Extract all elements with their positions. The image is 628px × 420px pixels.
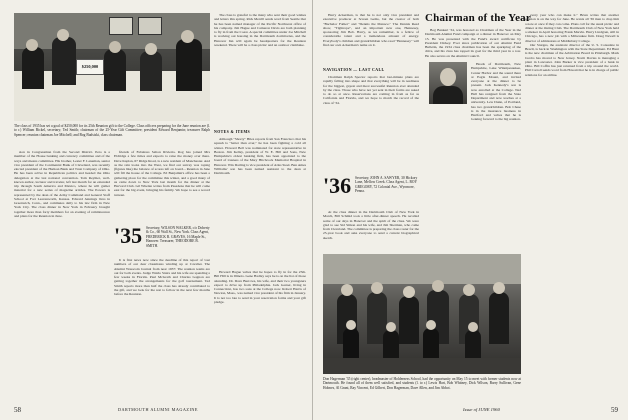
- class-numeral: '35: [114, 223, 143, 248]
- left-page: [0, 0, 313, 420]
- body-paragraph: Chairman Ralph Spector reports that last-minute plans are rapidly falling into shape and that everything will be in readiness for the biggest, gayest and most successful Reunion ever attended by the class. Those who have not yet sent in their forms are asked to do so at once. Reservations are coming in from as far as California and Florida, and we hope to match the record of the class of '34.: [323, 75, 419, 105]
- column-text: [323, 75, 419, 171]
- column-text: [14, 150, 110, 404]
- page-number: 59: [611, 406, 618, 414]
- right-page: [313, 0, 628, 420]
- column-text: [425, 28, 521, 62]
- chairman-portrait: [429, 62, 467, 104]
- column-text: [323, 13, 419, 65]
- body-paragraph: Harry Ackerman, is that he is not only vice president and executive producer at Screen Gems, but the creator of both "Bachelor Father" and "Dennis the Menace." The Dennis Reed show, "Tightrope", and an important new one, Hennesey, sponsoring Jim Bob. Harry, as we remember, is a fellow of considerable talent and a tremendous amount of energy. Everybody's children and grandchildren who read "Hennesey" will find our own Ackerman's name on it.: [323, 13, 419, 47]
- class-numeral: '36: [323, 173, 352, 198]
- headmaster-students-photo: [323, 254, 521, 374]
- column-text: [323, 210, 419, 250]
- column-text: [471, 62, 521, 172]
- body-paragraph: The class is grateful to the many who sent their good wishes and letters this spring. Rick Merrill sends word from Seattle that he has been named manager of the Pacific Northwest office of his company. Jim Hague and Cameron Davis are both planning to fly in from the Coast. A special committee under Joe Mitchell is working out housing in the Dartmouth dormitories, and the Hanover Inn will again be headquarters for the Reunion weekend. There will be a class picnic and an outdoor clambake.: [214, 13, 306, 47]
- photo-caption: The class of 1935 has set a goal of $250,000 for its 25th Reunion gift to the College. Class officers preparing for the June reunion are (l. to r.) William Bickel, secretary; Ted Smith; chairman of the 25-Year Gift Committee; president Edward Benjamin; treasurer Ralph Spencer; reunion chairman Joe Mitchell; and Bog Budsiski, class chairman.: [14, 124, 210, 137]
- body-paragraph: Heads of Dartmouth, New Hampshire, Lake Winnipesaukee, Center Harbor and the sound there at Eagle Mount, and invited everyone at the dinner to be present. Jack Kennedy's son is now enrolled at the College. Ned Hall has resigned from the State Department and now teaches at a university. Lew Dunn, of Portland, has two grandchildren. Bob Chase is in the insurance business in Hartford and writes that he is looking forward to the big reunion.: [471, 62, 521, 122]
- article-heading: Chairman of the Year: [425, 12, 531, 24]
- body-paragraph: Howard Hague writes that he hopes to fly in for the 25th. Bill Hill is in Illinois. Gene Hadley says he is on the list of those attending. Dr. Dave Burrows, his wife, and their two youngsters expect to drive up from Philadelphia. Jack Garner, living in Connecticut, has two sons at the College now. Robert Harris of Newton, Mass., was named vice president of his firm in January. It is not too late to send in your reservation forms and your gift pledge.: [214, 270, 306, 304]
- section-heading: NAVIGATION — LAST CALL: [323, 68, 385, 72]
- body-paragraph: Our Sturges, the assistant director of the U. S. Consulate in Brazil, is back in Washington with the State Department. Ed Hunt is the new chairman of the Arbitration Board in Pittsburgh. Mark Jacobs has moved to New Jersey. Norm Davies is managing a plant in Lancaster. John Barker is vice president of a bank in Ohio. Bill Coffin has just returned from a trip around the world. Phil Carroll sends word from Hawaii that he is in charge of public relations for an airline.: [525, 42, 619, 77]
- section-heading: NOTES & ITEMS: [214, 130, 251, 134]
- body-paragraph: At the class dinner in the Dartmouth Club of New York in March, Bill Schmid took a little after-dinner speech. He recalled some of our days in Hanover and the spirit of the class. We were glad to see Sid Simon and his wife, and Jim Sherman, who came from Cleveland. The committee is preparing the class roster for the 25-year book and asks everyone to send a current biographical sketch.: [323, 210, 419, 240]
- body-paragraph: Bog Bankert '34, was honored as Chairman of the Year in the Dartmouth Alumni Fund campaign at a dinner in Hanover on May 15. He was presented with the Fund's award certificate by President Dickey. Ever since publication of our Alumni Fund Bulletin, the 1934 class chairman has been the sparkplug of the drive, and his class has topped its goal for the third year in a row. He also serves on the Alumni Council.: [425, 28, 521, 58]
- body-paragraph: Although "Shorty" Biles reports from San Francisco that his squash is "better than ever," he has been fighting a cold all winter. Howard Bell was nominated for state representative in Boston. Jim Kelley, president of W. E. Hill and Sons, New Hampshire's oldest banking firm, has been appointed to the board of trustees of the Mary Hitchcock Memorial Hospital in Hanover. Win Darling is vice president of Atlas Steel. Ben Ames Williams' son has been named assistant to the dean at Dartmouth.: [214, 137, 306, 175]
- body-paragraph: friends of Fabulous Salton Rivieria. Rog has joined Mrs Eldridge a few times and expects to raise the money over there. Dave Kaplan, 67 Ridge Road, is a new resident of Manchester. And as the rain looks into the West, we find our survey was roping (figures like) the balance of scores left on board... Reunion in June will fill the house of the College. Ed Benjamin's office has been a gathering place for the committee this winter, and a good many of us came down to New York last month for the dinner at the Harvard Club. Gil Whelan writes from Pasadena that he will come east for the big event, bringing his family. We hope to see a record turnout.: [114, 150, 210, 197]
- class-officers-info: Secretary, JOHN A. SAWYER, 30 Hickory Lane, Mellow Creek. Class Agent, L. BOY GREGORY, 72 Colonial Ave., Wyomore, Penna.: [355, 176, 418, 194]
- goal-sign: $250,000: [76, 59, 104, 75]
- body-paragraph: sion in Congressman from the Second District. Pero is a member of the House banking and currency committee and of the ways and means committee. His brother, Lester F. Laneman, senior vice president of the Continental Bank of Cleveland, was recently elected president of the Hudson Bank and Trust Company of Ohio. He has been active in Republican politics and headed the Ohio delegation at the last national convention. Tom Reymer, well-known author, lecturer and traveler, left last month for an extended trip through South America and Mexico, where he will gather material for a new series of magazine articles. The Powers is represented by the dean of the Army Command and General Staff School at Fort Leavenworth, Kansas. Edward Jennings lives in Greenwich, Conn., and commutes daily to his law firm in New York City. The class dinner in New York in February brought together more than forty members for an evening of reminiscence and plans for the Reunion in June.: [14, 150, 110, 218]
- column-text: [525, 13, 619, 249]
- photo-caption: Don Hagerman '35 (right center), headmaster of Holderness School, had the opportunity on May 15 to meet with former students now at Dartmouth. He found all of them well satisfied, and students (l. to r.) Lewis Hart, Bob Whitney, Dick Wilson, Barry Sullivan, Gene Holmes, Al Grant, Ray Vincent, Ed Gilbert, Don Hagerman, Dave Allen, and Jim Abbot.: [323, 377, 521, 390]
- column-text: [114, 150, 210, 222]
- column-text: [214, 13, 306, 125]
- magazine-title: DARTMOUTH ALUMNI MAGAZINE: [118, 407, 198, 412]
- column-text: [214, 137, 306, 267]
- column-text: [114, 258, 210, 404]
- page-number: 58: [14, 406, 21, 414]
- body-paragraph: every year who can make it." Brian writes that another reunion is on the way for June. He wants all '36 men to drop him a note at once if they can come. Plans call for the usual picnic and dinner at the Outing Club. The Dartmouth Club of New York held a smoker in April honoring Frank Marvin. Harry Lindgren, still in Chicago, has a new job with a Milwaukee firm. Doug Newell is director of admissions at Middlebury College.: [525, 13, 619, 43]
- class-officers-info: Secretary, WILSON WALKER, c/o Doherty & Co., 60 Wall St., New York. Class Agent, FREDERICK R. GRAVES, 16 Maple St., Hanover. Treasurer, THEODORE B. SMITH.: [146, 226, 210, 248]
- class-officers-photo: [14, 13, 210, 121]
- column-text: [214, 270, 306, 404]
- body-paragraph: It is first news now since the deadline of this report of vast numbers of our dear classmates winding up at Cavalier. The Alumni Wasacoin Journal from near 1937: The reunion teams are out for both events. Judge Waldo Stairs and his wife are spending a few weeks in Florida. Paul McGrath and Charles Gagnon are getting together the arrangements for the golf tournament. Ted Smith reports more than half the class has already contributed to the gift, and we look for the rest to follow in the next few months before the Reunion.: [114, 258, 210, 296]
- issue-date: Issue of JUNE 1960: [463, 407, 500, 412]
